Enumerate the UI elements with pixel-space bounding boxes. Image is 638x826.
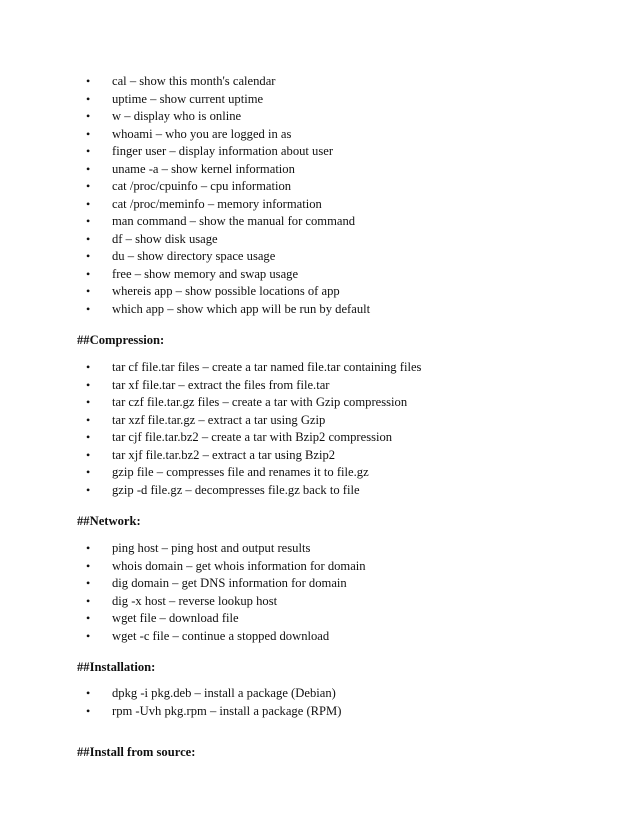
list-item-text: gzip file – compresses file and renames it to file.gz	[112, 465, 369, 479]
bullet-icon: •	[86, 482, 91, 497]
list-item	[0, 394, 638, 412]
list-item	[0, 91, 638, 109]
list-item-text: cat /proc/meminfo – memory information	[112, 196, 322, 211]
list-item	[0, 73, 638, 91]
list-item-text: dig domain – get DNS information for domain	[112, 576, 347, 590]
bullet-icon: •	[86, 161, 91, 176]
bullet-icon: •	[86, 91, 91, 106]
bullet-icon: •	[86, 686, 91, 700]
bullet-icon: •	[86, 395, 91, 409]
list-item-text: tar czf file.tar.gz files – create a tar with Gzip compression	[112, 395, 408, 409]
list-item-text: tar cf file.tar files – create a tar named file.tar containing files	[112, 360, 422, 374]
list-item	[0, 628, 638, 646]
list-item-text: rpm -Uvh pkg.rpm – install a package (RPM)	[112, 703, 342, 718]
bullet-icon: •	[86, 628, 91, 643]
list-item	[0, 248, 638, 266]
list-item	[0, 558, 638, 576]
bullet-icon: •	[86, 301, 91, 316]
bullet-icon: •	[86, 231, 91, 246]
list-item-text: uptime – show current uptime	[112, 91, 264, 106]
list-item	[0, 464, 638, 482]
bullet-icon: •	[86, 447, 91, 462]
list-item-text: ping host – ping host and output results	[112, 541, 311, 555]
list-item	[0, 412, 638, 430]
installation-command-list	[0, 685, 638, 720]
bullet-icon: •	[86, 109, 91, 123]
list-item-text: w – display who is online	[112, 109, 242, 123]
list-item-text: whois domain – get whois information for domain	[112, 558, 366, 573]
list-item-text: cal – show this month's calendar	[112, 74, 276, 88]
list-item-text: dig -x host – reverse lookup host	[112, 593, 278, 608]
bullet-icon: •	[86, 126, 91, 141]
bullet-icon: •	[86, 541, 91, 555]
bullet-icon: •	[86, 249, 91, 263]
list-item	[0, 283, 638, 301]
list-item-text: finger user – display information about user	[112, 144, 334, 158]
bullet-icon: •	[86, 266, 91, 281]
list-item	[0, 126, 638, 144]
list-item-text: which app – show which app will be run by default	[112, 301, 371, 316]
system-info-command-list	[0, 73, 638, 318]
list-item	[0, 213, 638, 231]
list-item	[0, 266, 638, 284]
compression-command-list	[0, 359, 638, 499]
list-item	[0, 703, 638, 721]
section-heading-install-from-source: ##Install from source:	[77, 745, 196, 759]
list-item-text: tar xzf file.tar.gz – extract a tar using Gzip	[112, 412, 326, 427]
bullet-icon: •	[86, 360, 91, 374]
list-item	[0, 196, 638, 214]
list-item-text: whoami – who you are logged in as	[112, 126, 292, 141]
list-item-text: wget file – download file	[112, 611, 239, 625]
list-item-text: man command – show the manual for command	[112, 214, 356, 228]
list-item	[0, 143, 638, 161]
list-item-text: gzip -d file.gz – decompresses file.gz back to file	[112, 482, 360, 497]
list-item	[0, 610, 638, 628]
bullet-icon: •	[86, 284, 91, 298]
list-item	[0, 429, 638, 447]
bullet-icon: •	[86, 576, 91, 590]
bullet-icon: •	[86, 196, 91, 211]
list-item	[0, 593, 638, 611]
list-item	[0, 359, 638, 377]
list-item-text: tar xjf file.tar.bz2 – extract a tar using Bzip2	[112, 447, 336, 462]
list-item-text: free – show memory and swap usage	[112, 266, 299, 281]
list-item	[0, 447, 638, 465]
list-item	[0, 231, 638, 249]
bullet-icon: •	[86, 593, 91, 608]
bullet-icon: •	[86, 412, 91, 427]
bullet-icon: •	[86, 377, 91, 392]
list-item	[0, 108, 638, 126]
bullet-icon: •	[86, 558, 91, 573]
list-item-text: uname -a – show kernel information	[112, 161, 295, 176]
list-item-text: tar xf file.tar – extract the files from file.tar	[112, 377, 330, 392]
section-heading-installation: ##Installation:	[77, 660, 156, 674]
list-item	[0, 482, 638, 500]
list-item-text: tar cjf file.tar.bz2 – create a tar with Bzip2 compression	[112, 430, 393, 444]
list-item	[0, 575, 638, 593]
list-item-text: dpkg -i pkg.deb – install a package (Debian)	[112, 686, 336, 700]
bullet-icon: •	[86, 74, 91, 88]
network-command-list	[0, 540, 638, 645]
list-item	[0, 301, 638, 319]
list-item-text: du – show directory space usage	[112, 249, 276, 263]
list-item-text: whereis app – show possible locations of app	[112, 284, 340, 298]
bullet-icon: •	[86, 703, 91, 718]
list-item	[0, 161, 638, 179]
list-item-text: df – show disk usage	[112, 231, 218, 246]
list-item	[0, 178, 638, 196]
section-heading-network: ##Network:	[77, 514, 141, 528]
list-item	[0, 685, 638, 703]
section-heading-compression: ##Compression:	[77, 333, 165, 347]
bullet-icon: •	[86, 430, 91, 444]
list-item-text: cat /proc/cpuinfo – cpu information	[112, 179, 292, 193]
list-item-text: wget -c file – continue a stopped download	[112, 628, 330, 643]
bullet-icon: •	[86, 611, 91, 625]
bullet-icon: •	[86, 144, 91, 158]
bullet-icon: •	[86, 179, 91, 193]
list-item	[0, 377, 638, 395]
bullet-icon: •	[86, 465, 91, 479]
bullet-icon: •	[86, 214, 91, 228]
list-item	[0, 540, 638, 558]
